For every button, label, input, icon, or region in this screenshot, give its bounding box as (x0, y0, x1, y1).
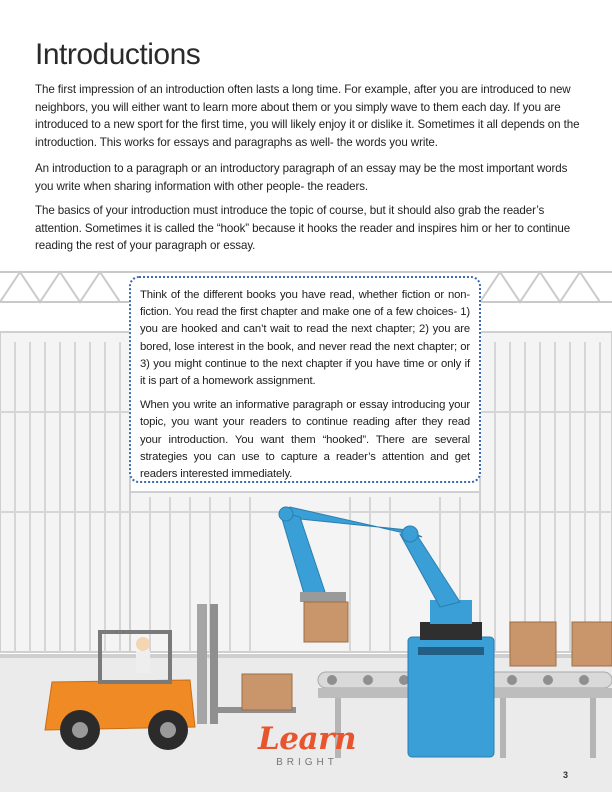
callout-paragraph-2: When you write an informative paragraph or essay introducing your topic, you want your readers to continue reading after they read your introduction. You want them “hooked”. There are several strategies you can use to capture a reader’s attention and get readers interested immediately. (140, 399, 470, 481)
intro-paragraph-1: The first impression of an introduction often lasts a long time. For example, after you are introduced to new neighbors, you will either want to learn more about them or you simply wave to them each day. If you are introduced to a new sport for the first time, you will likely enjoy it or dislike it. Sometimes it all depends on the introduction. This works for essays and paragraphs as well- the words you write. (35, 83, 580, 149)
page-number: 3 (563, 770, 569, 780)
logo-learn-word: Learn (258, 721, 356, 757)
page-title: Introductions (35, 38, 201, 71)
callout-paragraph-1: Think of the different books you have read, whether fiction or non-fiction. You read the first chapter and make one of a few choices- 1) you are hooked and can’t wait to read the next chapter; 2) you are bored, lose interest in the book, and never read the next chapter; or 3) you might continue to the next chapter if you have time or only if it is part of a homework assignment. (140, 289, 470, 388)
intro-paragraph-2: An introduction to a paragraph or an introductory paragraph of an essay may be the most important words you write when sharing information with other people- the readers. (35, 162, 568, 193)
logo-bright-word: BRIGHT (276, 757, 338, 768)
learn-bright-logo (252, 722, 362, 786)
intro-paragraph-3: The basics of your introduction must introduce the topic of course, but it should also grab the reader’s attention. Sometimes it is called the “hook” because it hooks the reader and inspires him or her to continue reading the rest of your paragraph or essay. (35, 204, 571, 253)
hook-callout-box (129, 276, 481, 483)
